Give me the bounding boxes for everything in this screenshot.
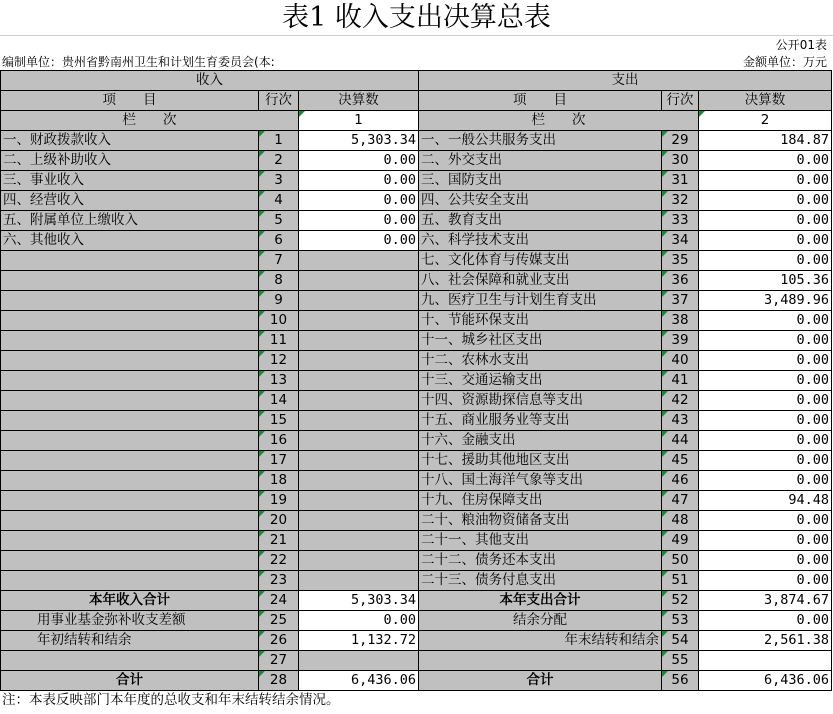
income-amount-cell: [299, 351, 419, 371]
expense-amount-cell: 0.00: [699, 151, 832, 171]
expense-line-cell: 40: [662, 351, 699, 371]
summary-row: [1, 671, 832, 691]
income-item-cell: [1, 511, 259, 531]
income-amount-cell: 0.00: [299, 151, 419, 171]
expense-summary-label: 本年支出合计: [419, 591, 662, 611]
table-row: [1, 391, 832, 411]
table-row: [1, 171, 832, 191]
income-line-cell: 25: [259, 611, 299, 631]
expense-item-cell: 二十、粮油物资储备支出: [419, 511, 662, 531]
table-row: [1, 571, 832, 591]
income-line-cell: 3: [259, 171, 299, 191]
expense-line-cell: 34: [662, 231, 699, 251]
expense-item-cell: 十一、城乡社区支出: [419, 331, 662, 351]
expense-line-cell: 50: [662, 551, 699, 571]
footnote: 注：本表反映部门本年度的总收支和年末结转结余情况。: [2, 692, 340, 708]
expense-line-cell: 48: [662, 511, 699, 531]
expense-item-cell: 七、文化体育与传媒支出: [419, 251, 662, 271]
expense-amount-cell: 0.00: [699, 191, 832, 211]
income-amount-cell: 0.00: [299, 211, 419, 231]
income-item-cell: 二、上级补助收入: [1, 151, 259, 171]
expense-line-cell: 47: [662, 491, 699, 511]
summary-row: [1, 651, 832, 671]
expense-item-cell: 十八、国土海洋气象等支出: [419, 471, 662, 491]
income-item-cell: 一、财政拨款收入: [1, 131, 259, 151]
expense-amount-cell: 94.48: [699, 491, 832, 511]
expense-amount-cell: 0.00: [699, 171, 832, 191]
expense-item-cell: 三、国防支出: [419, 171, 662, 191]
income-item-cell: [1, 391, 259, 411]
expense-amount-cell: 0.00: [699, 351, 832, 371]
expense-summary-label: 年末结转和结余: [419, 631, 662, 651]
income-line-cell: 23: [259, 571, 299, 591]
income-line-cell: 26: [259, 631, 299, 651]
income-line-cell: 19: [259, 491, 299, 511]
expense-line-cell: 38: [662, 311, 699, 331]
table-row: [1, 191, 832, 211]
income-line-header: 行次: [259, 91, 299, 111]
income-item-cell: [1, 451, 259, 471]
expense-line-cell: 44: [662, 431, 699, 451]
income-amount-cell: [299, 511, 419, 531]
income-line-cell: 1: [259, 131, 299, 151]
form-code: 公开01表: [775, 38, 827, 52]
table-row: [1, 231, 832, 251]
table-row: [1, 331, 832, 351]
expense-line-cell: 42: [662, 391, 699, 411]
expense-item-header: 项 目: [419, 91, 662, 111]
income-line-cell: 9: [259, 291, 299, 311]
income-amount-cell: [299, 551, 419, 571]
table-row: [1, 491, 832, 511]
table-row: [1, 131, 832, 151]
income-amount-cell: 5,303.34: [299, 131, 419, 151]
expense-item-cell: 十七、援助其他地区支出: [419, 451, 662, 471]
expense-line-cell: 31: [662, 171, 699, 191]
expense-amount-cell: 3,489.96: [699, 291, 832, 311]
expense-item-cell: 六、科学技术支出: [419, 231, 662, 251]
income-item-cell: 四、经营收入: [1, 191, 259, 211]
expense-item-cell: 二十三、债务付息支出: [419, 571, 662, 591]
income-line-cell: 15: [259, 411, 299, 431]
expense-line-cell: 43: [662, 411, 699, 431]
income-item-cell: [1, 531, 259, 551]
income-line-cell: 21: [259, 531, 299, 551]
table-row: [1, 351, 832, 371]
income-item-cell: [1, 251, 259, 271]
income-line-cell: 22: [259, 551, 299, 571]
income-line-cell: 14: [259, 391, 299, 411]
revenue-expenditure-table: [0, 70, 832, 691]
expense-line-cell: 56: [662, 671, 699, 691]
expense-item-cell: 二十一、其他支出: [419, 531, 662, 551]
income-amount-cell: [299, 411, 419, 431]
income-amount-cell: [299, 331, 419, 351]
table-row: [1, 411, 832, 431]
expense-line-cell: 55: [662, 651, 699, 671]
expense-amount-cell: 3,874.67: [699, 591, 832, 611]
income-summary-label: [1, 651, 259, 671]
expense-line-cell: 33: [662, 211, 699, 231]
expense-amount-cell: 0.00: [699, 571, 832, 591]
expense-line-cell: 41: [662, 371, 699, 391]
expense-item-cell: 十五、商业服务业等支出: [419, 411, 662, 431]
table-row: [1, 291, 832, 311]
income-summary-label: 合计: [1, 671, 259, 691]
expense-item-cell: 十四、资源勘探信息等支出: [419, 391, 662, 411]
income-amount-cell: [299, 371, 419, 391]
income-item-cell: [1, 551, 259, 571]
table-row: [1, 251, 832, 271]
income-amount-cell: 0.00: [299, 231, 419, 251]
expense-item-cell: 十、节能环保支出: [419, 311, 662, 331]
income-line-cell: 10: [259, 311, 299, 331]
income-summary-label: 年初结转和结余: [1, 631, 259, 651]
currency-label: 金额单位：万元: [742, 55, 827, 69]
income-item-header: 项 目: [1, 91, 259, 111]
expense-item-cell: 十三、交通运输支出: [419, 371, 662, 391]
expense-line-cell: 46: [662, 471, 699, 491]
expense-item-cell: 八、社会保障和就业支出: [419, 271, 662, 291]
expense-amount-header: 决算数: [699, 91, 832, 111]
income-amount-header: 决算数: [299, 91, 419, 111]
income-amount-cell: [299, 251, 419, 271]
summary-row: [1, 591, 832, 611]
expense-line-cell: 51: [662, 571, 699, 591]
income-line-cell: 11: [259, 331, 299, 351]
income-line-cell: 12: [259, 351, 299, 371]
income-amount-cell: [299, 571, 419, 591]
income-item-cell: [1, 271, 259, 291]
income-amount-cell: 5,303.34: [299, 591, 419, 611]
expense-line-cell: 49: [662, 531, 699, 551]
expense-amount-cell: 0.00: [699, 311, 832, 331]
expense-item-cell: 十九、住房保障支出: [419, 491, 662, 511]
table-row: [1, 451, 832, 471]
expense-amount-cell: [699, 651, 832, 671]
income-amount-cell: 0.00: [299, 611, 419, 631]
expense-amount-cell: 0.00: [699, 611, 832, 631]
summary-row: [1, 611, 832, 631]
expense-amount-cell: 184.87: [699, 131, 832, 151]
income-summary-label: 用事业基金弥补收支差额: [1, 611, 259, 631]
income-item-cell: [1, 491, 259, 511]
expense-line-cell: 36: [662, 271, 699, 291]
expense-line-cell: 35: [662, 251, 699, 271]
income-item-cell: [1, 571, 259, 591]
expense-item-cell: 一、一般公共服务支出: [419, 131, 662, 151]
expense-line-cell: 39: [662, 331, 699, 351]
page-title: 表1 收入支出决算总表: [0, 0, 833, 36]
expense-amount-cell: 6,436.06: [699, 671, 832, 691]
expense-line-cell: 53: [662, 611, 699, 631]
income-item-cell: 三、事业收入: [1, 171, 259, 191]
table-row: [1, 551, 832, 571]
expense-line-cell: 37: [662, 291, 699, 311]
unit-label: 编制单位：贵州省黔南州卫生和计划生育委员会(本:: [2, 55, 275, 69]
expense-amount-cell: 105.36: [699, 271, 832, 291]
income-summary-label: 本年收入合计: [1, 591, 259, 611]
income-amount-cell: [299, 391, 419, 411]
expense-section-header: 支出: [419, 71, 832, 91]
expense-summary-label: [419, 651, 662, 671]
income-section-header: 收入: [1, 71, 419, 91]
expense-amount-cell: 0.00: [699, 251, 832, 271]
income-amount-cell: 0.00: [299, 191, 419, 211]
income-line-cell: 27: [259, 651, 299, 671]
expense-item-cell: 二、外交支出: [419, 151, 662, 171]
income-line-cell: 5: [259, 211, 299, 231]
income-item-cell: [1, 351, 259, 371]
expense-item-cell: 十六、金融支出: [419, 431, 662, 451]
income-amount-cell: 6,436.06: [299, 671, 419, 691]
income-item-cell: 六、其他收入: [1, 231, 259, 251]
table-row: [1, 271, 832, 291]
income-amount-cell: 1,132.72: [299, 631, 419, 651]
income-amount-cell: [299, 271, 419, 291]
income-line-cell: 24: [259, 591, 299, 611]
income-line-cell: 2: [259, 151, 299, 171]
table-row: [1, 431, 832, 451]
income-amount-cell: 0.00: [299, 171, 419, 191]
expense-line-cell: 29: [662, 131, 699, 151]
summary-row: [1, 631, 832, 651]
income-line-cell: 4: [259, 191, 299, 211]
expense-item-cell: 四、公共安全支出: [419, 191, 662, 211]
income-amount-cell: [299, 451, 419, 471]
table-row: [1, 151, 832, 171]
expense-summary-label: 合计: [419, 671, 662, 691]
income-item-cell: [1, 431, 259, 451]
table-row: [1, 531, 832, 551]
income-item-cell: [1, 411, 259, 431]
expense-item-cell: 九、医疗卫生与计划生育支出: [419, 291, 662, 311]
income-column-label: 栏 次: [1, 111, 299, 131]
table-row: [1, 211, 832, 231]
income-amount-cell: [299, 651, 419, 671]
expense-line-cell: 32: [662, 191, 699, 211]
expense-line-cell: 54: [662, 631, 699, 651]
expense-amount-cell: 0.00: [699, 451, 832, 471]
income-item-cell: [1, 371, 259, 391]
expense-amount-cell: 0.00: [699, 211, 832, 231]
income-item-cell: 五、附属单位上缴收入: [1, 211, 259, 231]
income-item-cell: [1, 471, 259, 491]
expense-amount-cell: 0.00: [699, 551, 832, 571]
expense-line-cell: 52: [662, 591, 699, 611]
income-line-cell: 16: [259, 431, 299, 451]
income-line-cell: 6: [259, 231, 299, 251]
expense-line-cell: 45: [662, 451, 699, 471]
income-amount-cell: [299, 471, 419, 491]
income-amount-cell: [299, 311, 419, 331]
income-line-cell: 17: [259, 451, 299, 471]
expense-item-cell: 二十二、债务还本支出: [419, 551, 662, 571]
expense-amount-cell: 0.00: [699, 371, 832, 391]
expense-amount-cell: 0.00: [699, 471, 832, 491]
income-line-cell: 28: [259, 671, 299, 691]
expense-amount-cell: 0.00: [699, 531, 832, 551]
expense-amount-cell: 0.00: [699, 391, 832, 411]
expense-line-cell: 30: [662, 151, 699, 171]
income-amount-cell: [299, 431, 419, 451]
income-amount-cell: [299, 291, 419, 311]
table-row: [1, 311, 832, 331]
expense-amount-cell: 0.00: [699, 331, 832, 351]
income-line-cell: 18: [259, 471, 299, 491]
expense-line-header: 行次: [662, 91, 699, 111]
expense-amount-cell: 2,561.38: [699, 631, 832, 651]
income-column-number: 1: [299, 111, 419, 131]
expense-amount-cell: 0.00: [699, 511, 832, 531]
income-line-cell: 20: [259, 511, 299, 531]
income-amount-cell: [299, 491, 419, 511]
expense-summary-label: 结余分配: [419, 611, 662, 631]
table-row: [1, 511, 832, 531]
expense-column-label: 栏 次: [419, 111, 699, 131]
income-line-cell: 13: [259, 371, 299, 391]
income-item-cell: [1, 311, 259, 331]
expense-item-cell: 五、教育支出: [419, 211, 662, 231]
income-line-cell: 8: [259, 271, 299, 291]
expense-amount-cell: 0.00: [699, 411, 832, 431]
income-line-cell: 7: [259, 251, 299, 271]
expense-column-number: 2: [699, 111, 832, 131]
table-row: [1, 471, 832, 491]
income-item-cell: [1, 331, 259, 351]
expense-amount-cell: 0.00: [699, 431, 832, 451]
expense-item-cell: 十二、农林水支出: [419, 351, 662, 371]
income-amount-cell: [299, 531, 419, 551]
expense-amount-cell: 0.00: [699, 231, 832, 251]
table-row: [1, 371, 832, 391]
income-item-cell: [1, 291, 259, 311]
